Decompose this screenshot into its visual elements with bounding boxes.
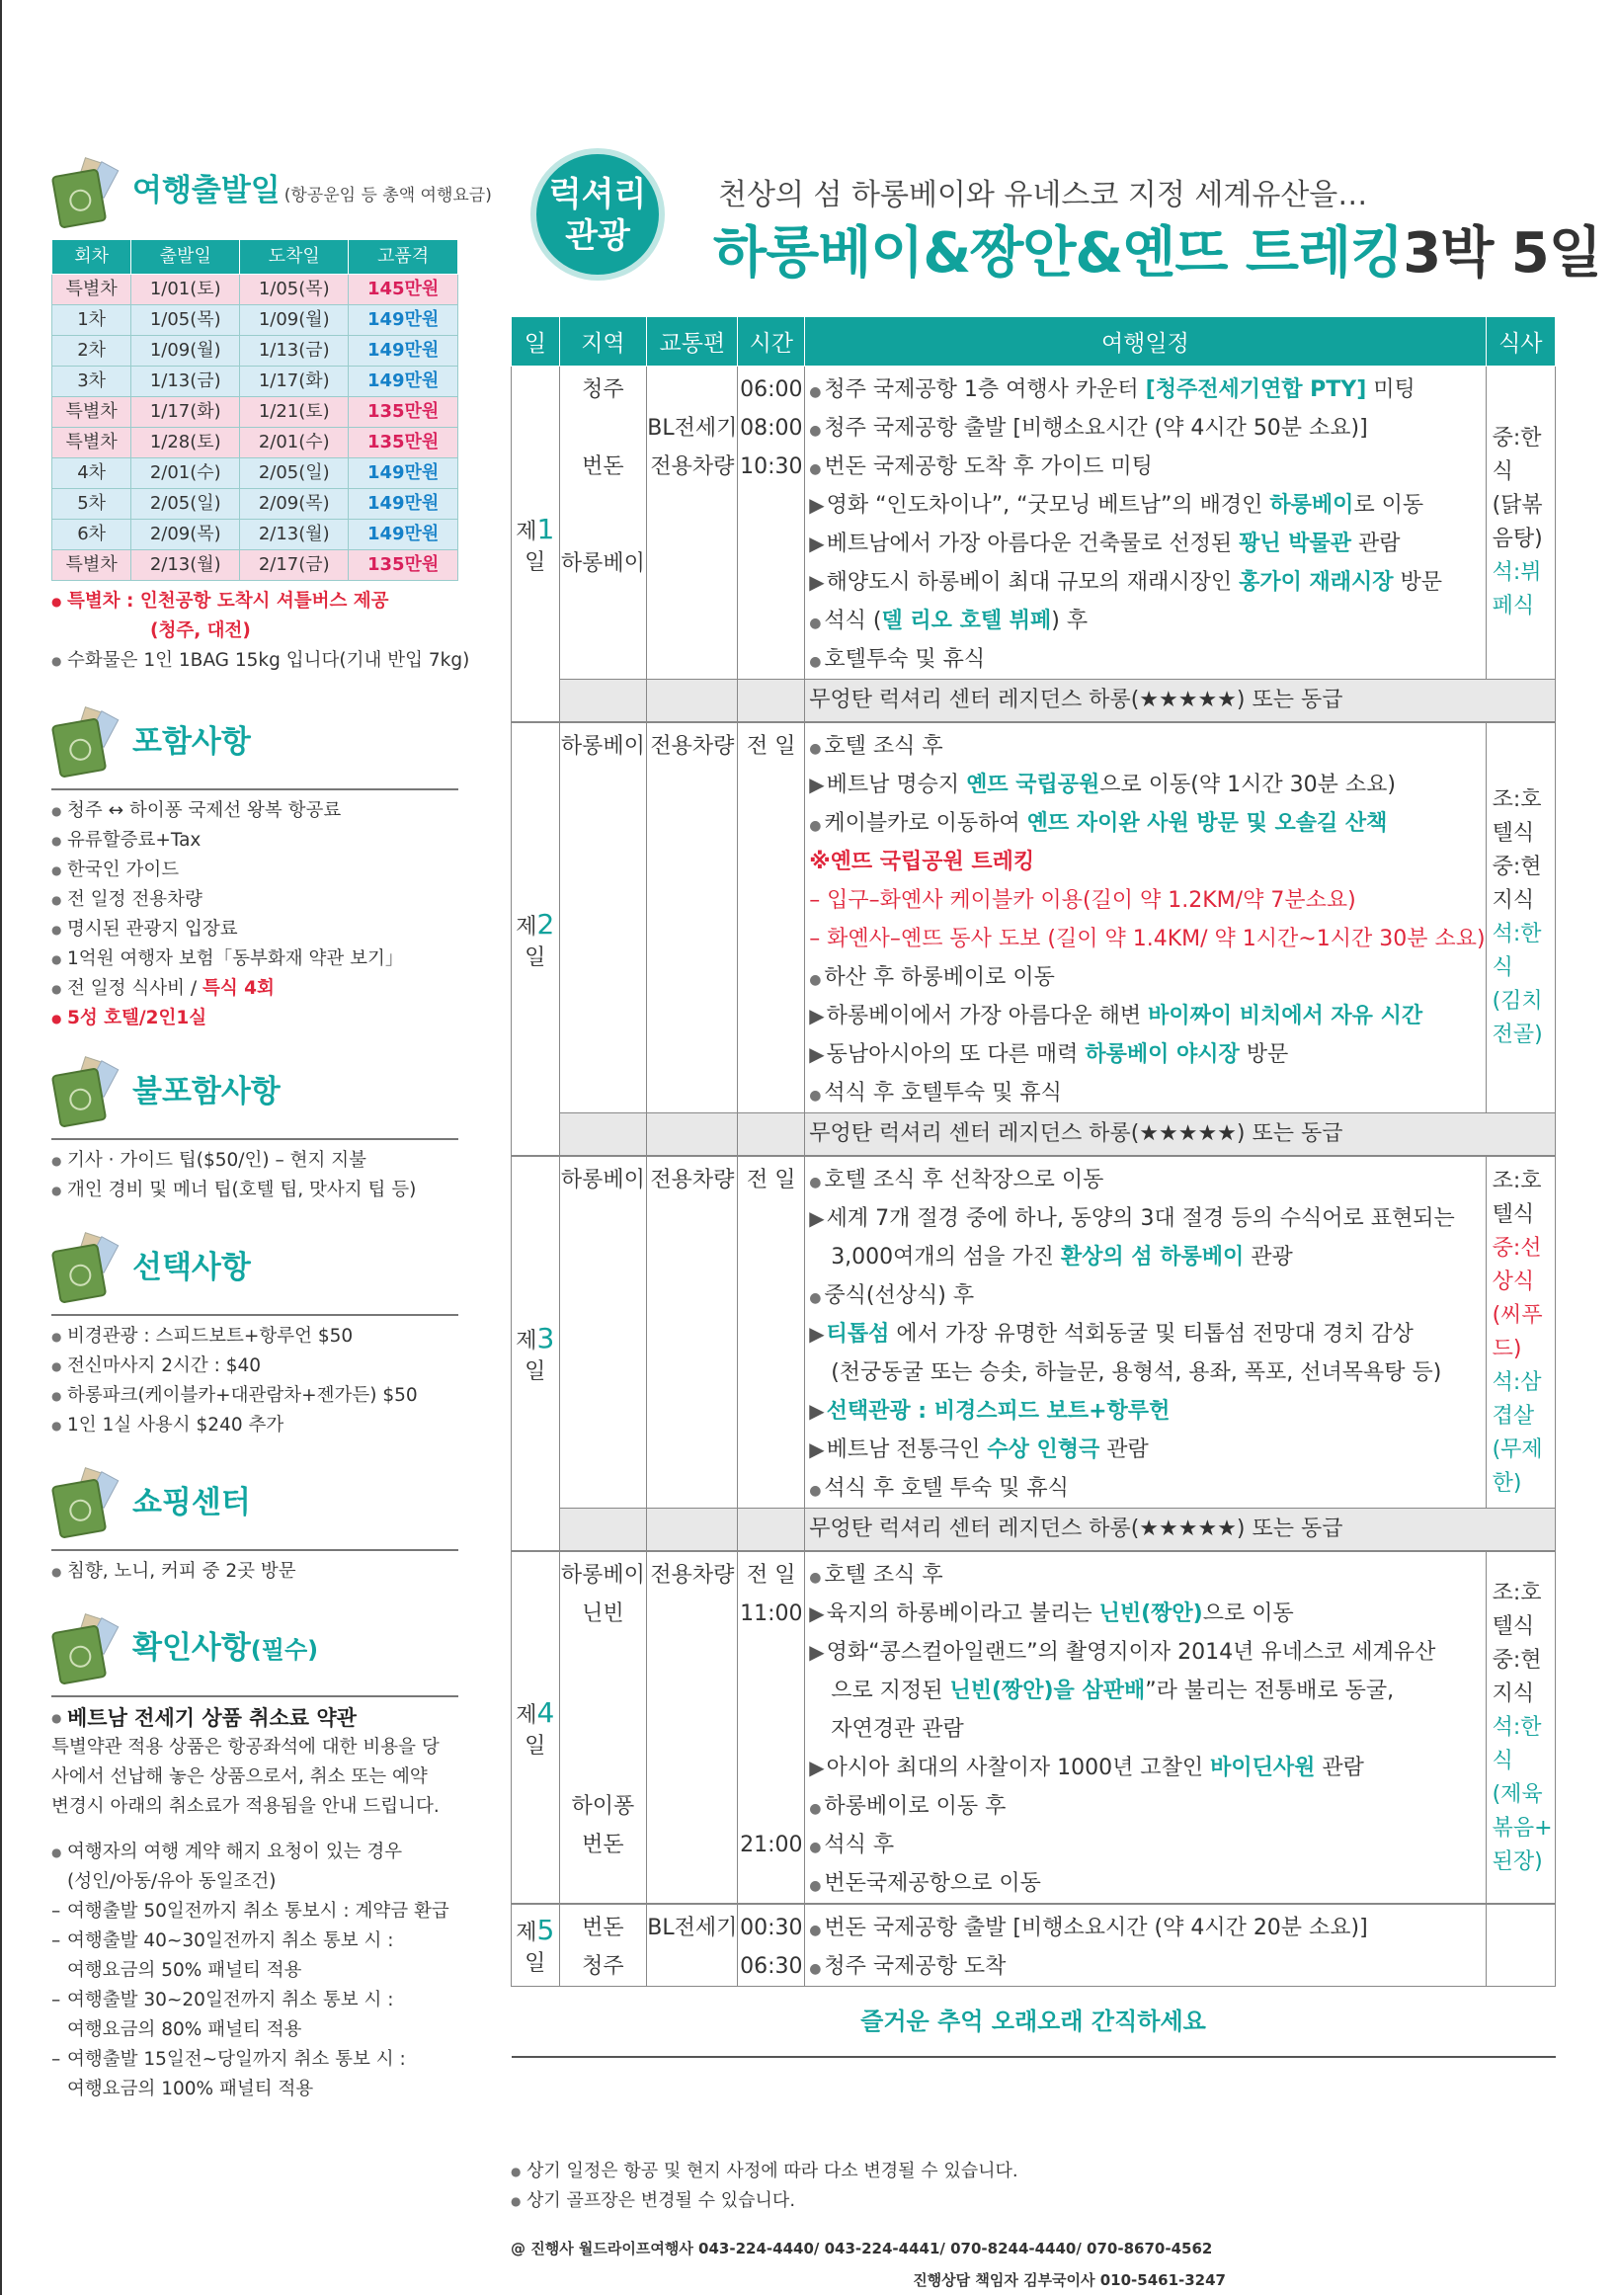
day-5-row [512,1904,1556,1987]
section-divider [51,1695,458,1697]
excluded-title: 불포함사항 [132,1074,281,1109]
cancel-rule: – 여행출발 40~30일전까지 취소 통보 시 : [51,1927,458,1956]
closing-message-row [512,1987,1556,2058]
itinerary-line: ● 하산 후 하롱베이로 이동 [809,965,1055,990]
shopping-item: ● 침향, 노니, 커피 중 2곳 방문 [51,1557,458,1587]
meal: 중:한식 [1492,426,1542,484]
itinerary-line: ▶베트남에서 가장 아름다운 건축물로 선정된 꽝닌 박물관 관람 [809,532,1401,556]
departure-date: 1/05(목) [131,305,240,336]
itinerary-line: ▶베트남 명승지 옌뜨 국립공원으로 이동(약 1시간 30분 소요) [809,773,1396,797]
itinerary-line: ▶영화 “인도차이나”, “굿모닝 베트남”의 배경인 하롱베이로 이동 [809,493,1424,518]
departure-no: 특별차 [52,275,131,305]
departure-no: 2차 [52,336,131,367]
transport: BL전세기 [647,416,738,441]
tour-title: 하롱베이&짱안&옌뜨 트레킹3박 5일 [713,221,1601,286]
time: 21:00 [740,1833,803,1857]
price: 135만원 [349,428,458,458]
time: 08:00 [740,416,803,441]
day-1-regions [559,367,647,680]
itinerary-line: ▶세계 7개 절경 중에 하나, 동양의 3대 절경 등의 수식어로 표현되는 [809,1206,1455,1231]
day-3-itinerary [805,1156,1486,1509]
departure-no: 특별차 [52,428,131,458]
optional-item: ● 비경관광 : 스피드보트+항루언 $50 [51,1322,458,1352]
day-3-row [512,1156,1556,1509]
passport-icon [51,1057,122,1126]
departure-row [52,397,458,428]
day-5-meals [1486,1904,1555,1987]
itinerary-line: ※옌뜨 국립공원 트레킹 [809,850,1035,874]
departure-date: 1/09(월) [131,336,240,367]
price: 135만원 [349,397,458,428]
footer-note: ● 상기 일정은 항공 및 현지 사정에 따라 다소 변경될 수 있습니다. [511,2157,1018,2186]
cancel-rule: – 여행출발 30~20일전까지 취소 통보 시 : [51,1986,458,2015]
transport: 전용차량 [650,454,735,479]
departure-section-header [51,148,492,237]
departure-no: 특별차 [52,550,131,581]
header-meal: 식사 [1486,317,1555,367]
departure-no: 3차 [52,367,131,397]
itinerary-line: ● 번돈국제공항으로 이동 [809,1871,1041,1896]
closing-message: 즐거운 추억 오래오래 간직하세요 [512,1987,1556,2058]
passport-icon [51,1614,122,1683]
departure-header-arr: 도착일 [240,240,349,275]
price: 149만원 [349,305,458,336]
itinerary-line: ▶아시아 최대의 사찰이자 1000년 고찰인 바이딘사원 관람 [809,1756,1364,1780]
baggage-note: ● 수화물은 1인 1BAG 15kg 입니다(기내 반입 7kg) [51,646,458,676]
meal: 석:삼겹살 [1492,1369,1542,1429]
departure-row [52,550,458,581]
itinerary-line: ▶육지의 하롱베이라고 불리는 닌빈(짱안)으로 이동 [809,1601,1294,1626]
day-1-transport [647,367,738,680]
arrival-date: 1/05(목) [240,275,349,305]
optional-item: ● 하롱파크(케이블카+대관람차+젠가든) $50 [51,1381,458,1411]
header-transport: 교통편 [647,317,738,367]
itinerary-table [511,316,1556,2058]
time: 06:30 [740,1954,803,1979]
meal: (닭볶음탕) [1492,493,1543,551]
meal: 조:호텔식 [1492,1580,1542,1639]
departure-no: 특별차 [52,397,131,428]
departure-row [52,305,458,336]
cancel-condition: ● 여행자의 여행 계약 해지 요청이 있는 경우 [51,1838,458,1867]
included-title: 포함사항 [132,724,251,760]
itinerary-line: (천궁동굴 또는 승솟, 하늘문, 용형석, 용좌, 폭포, 선녀목욕탕 등) [831,1360,1442,1385]
meal: 석:뷔페식 [1492,560,1542,618]
day-1-itinerary [805,367,1486,680]
price: 149만원 [349,520,458,550]
departure-date: 1/01(토) [131,275,240,305]
day-4-times [738,1551,805,1904]
departure-no: 4차 [52,458,131,489]
special-meal-count: 특식 4회 [202,978,275,999]
region: 하롱베이 [560,551,645,576]
day-4-meals [1486,1551,1555,1904]
day-2-time: 전 일 [738,722,805,1113]
arrival-date: 2/17(금) [240,550,349,581]
departure-header-dep: 출발일 [131,240,240,275]
day-3-meals [1486,1156,1555,1509]
time: 00:30 [740,1916,803,1940]
included-item: ● 1억원 여행자 보험「동부화재 약관 보기」 [51,944,458,974]
departure-row [52,367,458,397]
itinerary-line: 3,000여개의 섬을 가진 환상의 섬 하롱베이 관광 [831,1245,1293,1270]
departure-row [52,520,458,550]
departure-date: 2/01(수) [131,458,240,489]
day-2-itinerary [805,722,1486,1113]
included-item: ● 유류할증료+Tax [51,826,458,856]
day-4-itinerary [805,1551,1486,1904]
day-3-transport: 전용차량 [647,1156,738,1509]
itinerary-line: ● 청주 국제공항 도착 [809,1954,1007,1979]
included-item: ● 청주 ↔ 하이퐁 국제선 왕복 항공료 [51,796,458,826]
left-column [51,148,492,2104]
itinerary-line: – 화옌사–옌뜨 동사 도보 (길이 약 1.4KM/ 약 1시간~1시간 30분 소요) [809,927,1486,951]
itinerary-line: ● 석식 후 [809,1833,895,1857]
included-item: ● 전 일정 전용차량 [51,885,458,915]
time: 11:00 [740,1601,803,1626]
cancel-rule-penalty: 여행요금의 50% 패널티 적용 [67,1960,302,1981]
cancel-policy-text: 특별약관 적용 상품은 항공좌석에 대한 비용을 당 [51,1737,440,1758]
footer-note: ● 상기 골프장은 변경될 수 있습니다. [511,2186,1018,2216]
day-4-regions [559,1551,647,1904]
arrival-date: 1/13(금) [240,336,349,367]
day-3-hotel: 무엉탄 럭셔리 센터 레지던스 하롱(★★★★★) 또는 동급 [805,1509,1556,1552]
itinerary-line: ▶동남아시아의 또 다른 매력 하롱베이 야시장 방문 [809,1042,1289,1067]
header-region: 지역 [559,317,647,367]
itinerary-line: ● 석식 후 호텔 투숙 및 휴식 [809,1476,1069,1501]
day-1-hotel: 무엉탄 럭셔리 센터 레지던스 하롱(★★★★★) 또는 동급 [805,680,1556,723]
region: 청주 [582,377,624,402]
day-5-label: 제5일 [512,1904,560,1987]
day-2-row [512,722,1556,1113]
itinerary-line: ● 번돈 국제공항 도착 후 가이드 미팅 [809,454,1153,479]
itinerary-line: ● 호텔 조식 후 선착장으로 이동 [809,1168,1104,1192]
departure-row [52,428,458,458]
confirm-title-required: (필수) [250,1636,319,1664]
passport-icon [51,158,122,227]
itinerary-line: ● 석식 후 호텔투숙 및 휴식 [809,1081,1062,1106]
departure-no: 5차 [52,489,131,520]
day-3-label: 제3일 [512,1156,560,1551]
time: 전 일 [747,1563,796,1588]
region: 하롱베이 [560,1563,645,1588]
itinerary-line: 으로 지정된 닌빈(짱안)을 삼판배”라 불리는 전통배로 동굴, [831,1679,1395,1703]
day-3-hotel-row [512,1509,1556,1552]
meal: (무제한) [1492,1436,1543,1496]
departure-table [51,239,458,581]
included-item: ● 명시된 관광지 입장료 [51,915,458,944]
departure-row [52,489,458,520]
special-shuttle-note: ● 특별차 : 인천공항 도착시 셔틀버스 제공 [51,587,458,616]
meal: (김치전골) [1492,989,1543,1047]
day-3-region: 하롱베이 [559,1156,647,1509]
meal: 중:선상식 [1492,1235,1542,1294]
confirm-title: 확인사항(필수) [132,1630,319,1666]
itinerary-line: ● 케이블카로 이동하여 옌뜨 자이완 사원 방문 및 오솔길 산책 [809,811,1388,836]
cancel-policy-text: 사에서 선납해 놓은 상품으로서, 취소 또는 예약 [51,1766,428,1787]
departure-row [52,275,458,305]
departure-title-note: (항공운임 등 총액 여행요금) [283,185,492,205]
cancel-policy-heading: ● 베트남 전세기 상품 취소료 약관 [51,1703,458,1733]
cancel-condition-note: (성인/아동/유아 동일조건) [67,1871,277,1892]
itinerary-line: ▶하롱베이에서 가장 아름다운 해변 바이짜이 비치에서 자유 시간 [809,1004,1423,1028]
day-2-hotel-row [512,1113,1556,1157]
day-2-region: 하롱베이 [559,722,647,1113]
cancel-rule: – 여행출발 50일전까지 취소 통보시 : 계약금 환급 [51,1897,458,1927]
confirm-section-header [51,1604,458,1693]
departure-no: 6차 [52,520,131,550]
meal: (제육볶음+ [1492,1781,1553,1841]
included-section-header [51,697,458,786]
departure-no: 1차 [52,305,131,336]
meal: 중:현지식 [1492,855,1542,913]
itinerary-line: ● 청주 국제공항 1층 여행사 카운터 [청주전세기연합 PTY] 미팅 [809,377,1416,402]
departure-row [52,336,458,367]
region: 번돈 [582,454,624,479]
itinerary-line: ● 호텔 조식 후 [809,1563,943,1588]
day-1-row [512,367,1556,680]
departure-title: 여행출발일 (항공운임 등 총액 여행요금) [132,172,492,208]
day-2-hotel: 무엉탄 럭셔리 센터 레지던스 하롱(★★★★★) 또는 동급 [805,1113,1556,1157]
itinerary-line: ▶베트남 전통극인 수상 인형극 관람 [809,1437,1149,1462]
cancel-rule-penalty: 여행요금의 100% 패널티 적용 [67,2079,314,2099]
time: 06:00 [740,377,803,402]
price: 149만원 [349,458,458,489]
meal: 조:호텔식 [1492,787,1542,846]
departure-date: 2/05(일) [131,489,240,520]
arrival-date: 2/13(월) [240,520,349,550]
price: 149만원 [349,489,458,520]
region: 번돈 [582,1916,624,1940]
shopping-title: 쇼핑센터 [132,1485,251,1520]
meal: 중:현지식 [1492,1647,1542,1706]
excluded-item: ● 개인 경비 및 메너 팁(호텔 팁, 맛사지 팁 등) [51,1176,458,1205]
itinerary-line: ▶티톱섬 에서 가장 유명한 석회동굴 및 티톱섬 전망대 경치 감상 [809,1322,1414,1347]
meal: 석:한 식 [1492,1714,1542,1773]
included-hotel-item: ● 5성 호텔/2인1실 [51,1004,458,1033]
special-shuttle-note-cities: (청주, 대전) [150,620,251,641]
section-divider [51,1314,458,1316]
itinerary-line: ● 중식(선상식) 후 [809,1283,975,1308]
itinerary-line: ● 호텔투숙 및 휴식 [809,647,986,672]
day-4-transport: 전용차량 [647,1551,738,1904]
agency-contact: @ 진행사 월드라이프여행사 043-224-4440/ 043-224-4441/ 070-8244-4440/ 070-8670-4562 [511,2240,1213,2257]
footer-notes [511,2157,1018,2216]
itinerary-line: 자연경관 관람 [831,1717,964,1742]
agency-info [511,2233,1242,2296]
passport-icon [51,707,122,777]
itinerary-line: ● 석식 (델 리오 호텔 뷔페) 후 [809,609,1089,633]
included-item: ● 한국인 가이드 [51,856,458,885]
section-divider [51,1138,458,1140]
excluded-section-header [51,1047,458,1136]
price: 149만원 [349,367,458,397]
day-4-row [512,1551,1556,1904]
departure-header-no: 회차 [52,240,131,275]
day-2-meals [1486,722,1555,1113]
price: 135만원 [349,550,458,581]
meal: (씨푸드) [1492,1302,1543,1361]
departure-date: 1/28(토) [131,428,240,458]
itinerary-line: ▶해양도시 하롱베이 최대 규모의 재래시장인 홍가이 재래시장 방문 [809,570,1443,595]
day-4-label: 제4일 [512,1551,560,1904]
region: 하이퐁 [571,1794,635,1819]
section-divider [51,1549,458,1551]
itinerary-line: ▶선택관광 : 비경스피드 보트+항루헌 [809,1399,1171,1424]
optional-item: ● 전신마사지 2시간 : $40 [51,1352,458,1381]
passport-icon [51,1468,122,1537]
excluded-item: ● 기사 · 가이드 팁($50/인) – 현지 지불 [51,1146,458,1176]
day-5-itinerary [805,1904,1486,1987]
time: 10:30 [740,454,803,479]
departure-header-price: 고품격 [349,240,458,275]
price: 149만원 [349,336,458,367]
day-1-label: 제1일 [512,367,560,723]
arrival-date: 1/17(화) [240,367,349,397]
itinerary-line: ● 번돈 국제공항 출발 [비행소요시간 (약 4시간 20분 소요)] [809,1916,1368,1940]
day-5-transport: BL전세기 [647,1904,738,1987]
departure-date: 2/09(목) [131,520,240,550]
optional-title: 선택사항 [132,1250,251,1285]
header-time: 시간 [738,317,805,367]
day-5-times [738,1904,805,1987]
price: 145만원 [349,275,458,305]
arrival-date: 2/09(목) [240,489,349,520]
region: 닌빈 [582,1601,624,1626]
passport-icon [51,1233,122,1302]
arrival-date: 1/09(월) [240,305,349,336]
departure-date: 1/13(금) [131,367,240,397]
optional-item: ● 1인 1실 사용시 $240 추가 [51,1411,458,1440]
departure-date: 1/17(화) [131,397,240,428]
luxury-tour-badge: 럭셔리 관광 [530,148,665,281]
itinerary-line: – 입구–화옌사 케이블카 이용(길이 약 1.2KM/약 7분소요) [809,888,1356,913]
cancel-policy-text: 변경시 아래의 취소료가 적용됨을 안내 드립니다. [51,1796,440,1817]
header-itinerary: 여행일정 [805,317,1486,367]
included-meal-item: ● 전 일정 식사비 / 특식 4회 [51,974,458,1004]
tour-duration: 3박 5일 [1403,221,1601,286]
departure-row [52,458,458,489]
itinerary-line: ▶영화“콩스컬아일랜드”의 촬영지이자 2014년 유네스코 세계유산 [809,1640,1436,1665]
itinerary-line: ● 청주 국제공항 출발 [비행소요시간 (약 4시간 50분 소요)] [809,416,1368,441]
region: 번돈 [582,1833,624,1857]
region: 청주 [582,1954,624,1979]
itinerary-line: ● 호텔 조식 후 [809,734,943,759]
section-divider [51,788,458,790]
cancel-rule-penalty: 여행요금의 80% 패널티 적용 [67,2019,302,2040]
agency-manager: 진행상담 책임자 김부국이사 010-5461-3247 [913,2271,1226,2289]
day-1-hotel-row [512,680,1556,723]
meal: 조:호텔식 [1492,1168,1542,1227]
optional-section-header [51,1223,458,1312]
header-day: 일 [512,317,560,367]
day-5-regions [559,1904,647,1987]
arrival-date: 2/01(수) [240,428,349,458]
tour-subtitle: 천상의 섬 하롱베이와 유네스코 지정 세계유산을… [718,178,1368,212]
day-2-transport: 전용차량 [647,722,738,1113]
arrival-date: 2/05(일) [240,458,349,489]
meal: 된장) [1492,1848,1543,1874]
day-2-label: 제2일 [512,722,560,1156]
day-3-time: 전 일 [738,1156,805,1509]
arrival-date: 1/21(토) [240,397,349,428]
shopping-section-header [51,1458,458,1547]
departure-date: 2/13(월) [131,550,240,581]
day-1-meals [1486,367,1555,680]
page-edge-line [0,0,2,2295]
meal: 석:한식 [1492,922,1542,980]
cancel-rule: – 여행출발 15일전~당일까지 취소 통보 시 : [51,2045,458,2075]
itinerary-line: ● 하롱베이로 이동 후 [809,1794,1007,1819]
day-1-times [738,367,805,680]
